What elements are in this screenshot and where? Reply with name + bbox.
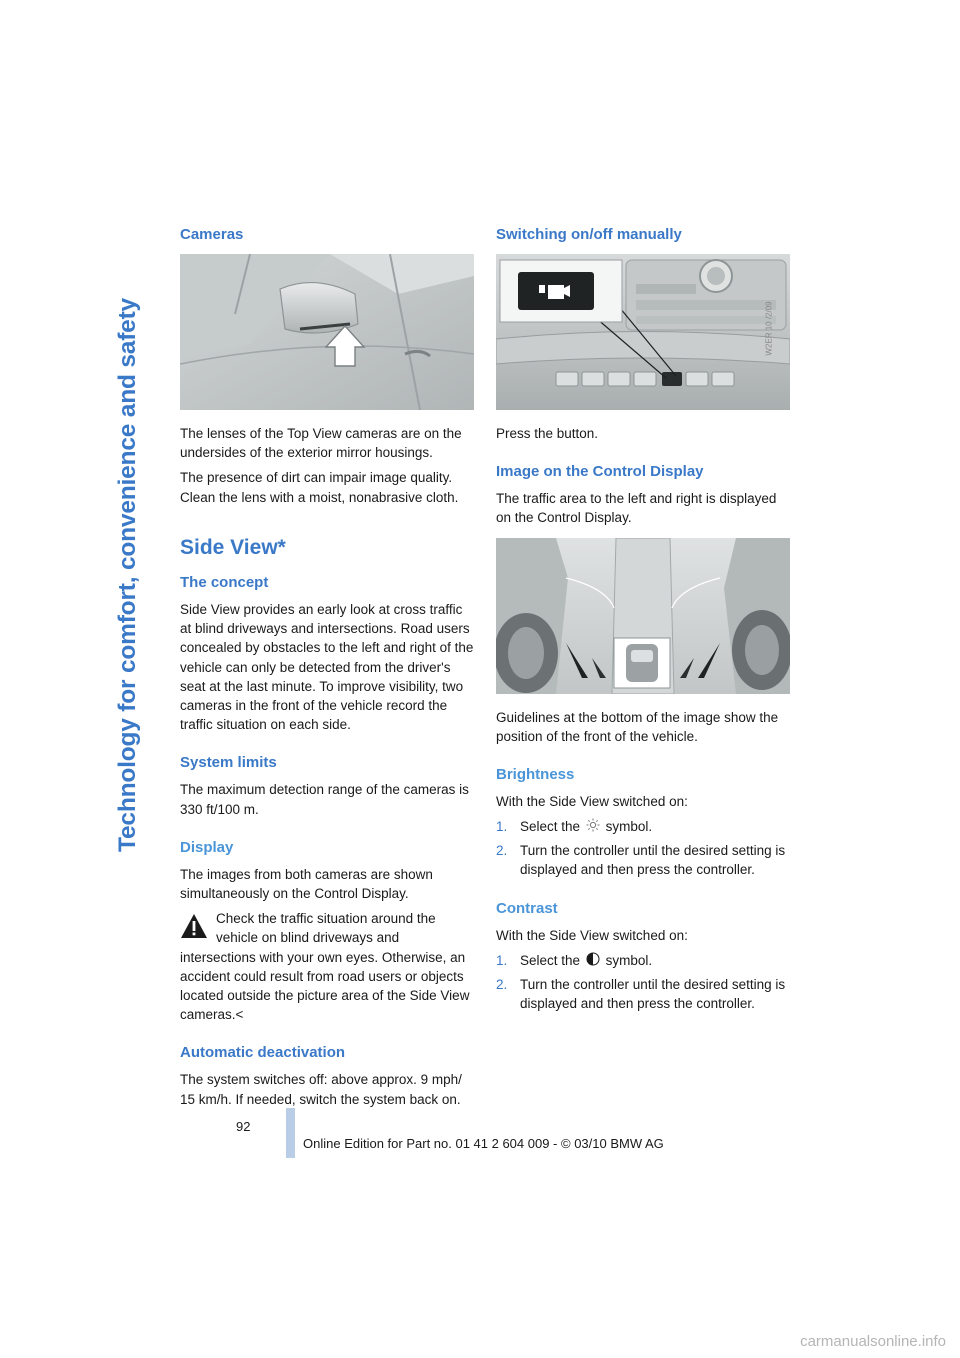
brightness-step-1 [496, 817, 790, 837]
concept-heading: The concept [180, 574, 269, 591]
system-limits-heading: System limits [180, 754, 277, 772]
page-number: 92 [236, 1119, 251, 1134]
cameras-heading: Cameras [180, 226, 244, 243]
contrast-heading: Contrast [496, 899, 558, 917]
brightness-sun-icon [586, 818, 600, 837]
cameras-paragraph-2: The presence of dirt can impair image quality. Clean the lens with a moist, nonabrasive cloth. [180, 470, 459, 505]
display-heading: Display [180, 838, 234, 856]
figure-code: W2ER 10 /2/09 [764, 301, 774, 356]
step-text-before: Select the [520, 819, 581, 835]
control-display-illustration [496, 538, 790, 694]
step-number: 1. [496, 819, 508, 835]
left-column [180, 226, 474, 1115]
brightness-steps [496, 817, 790, 879]
step-text-after: symbol. [605, 952, 653, 968]
switching-paragraph: Press the button. [496, 426, 599, 441]
contrast-intro: With the Side View switched on: [496, 927, 688, 943]
image-control-display-paragraph-1: The traffic area to the left and right is displayed on the Control Display. [496, 491, 777, 526]
side-chapter-title-text: Technology for comfort, convenience and safety [114, 298, 141, 852]
warning-block [180, 909, 474, 1024]
brightness-intro: With the Side View switched on: [496, 794, 688, 810]
automatic-deactivation-paragraph: The system switches off: above approx. 9 mph/ 15 km/h. If needed, switch the system back on. [180, 1072, 462, 1107]
brightness-heading: Brightness [496, 766, 575, 784]
switching-heading: Switching on/off manually [496, 226, 682, 243]
edition-notice: Online Edition for Part no. 01 41 2 604 009 - © 03/10 BMW AG [303, 1136, 664, 1151]
step-number: 2. [496, 843, 508, 859]
cameras-paragraph-1: The lenses of the Top View cameras are on the undersides of the exterior mirror housings. [180, 426, 462, 461]
console-button-svg [496, 254, 790, 410]
mirror-camera-illustration [180, 254, 474, 410]
concept-paragraph: Side View provides an early look at cross traffic at blind driveways and intersections. Road users concealed by obstacles to the left and right of the vehicle can only be detected from the driver's seat at the last minute. To improve visibility, two cameras in the front of the vehicle record the traffic situation on each side. [180, 602, 474, 733]
side-chapter-title [98, 230, 158, 920]
image-control-display-heading: Image on the Control Display [496, 463, 704, 481]
display-paragraph: The images from both cameras are shown simultaneously on the Control Display. [180, 866, 433, 902]
image-control-display-paragraph-2: Guidelines at the bottom of the image show the position of the front of the vehicle. [496, 709, 779, 744]
contrast-steps [496, 951, 790, 1013]
watermark: carmanualsonline.info [800, 1333, 946, 1350]
contrast-half-circle-icon [586, 952, 600, 971]
right-column [496, 226, 790, 1019]
control-display-svg [496, 538, 790, 694]
step-text: Turn the controller until the desired setting is displayed and then press the controller. [520, 976, 786, 1012]
warning-paragraph [180, 909, 474, 1024]
section-end-mark: < [235, 1007, 244, 1023]
step-text: Turn the controller until the desired setting is displayed and then press the controller. [520, 843, 786, 878]
step-number: 2. [496, 976, 508, 992]
step-number: 1. [496, 952, 508, 968]
step-text-before: Select the [520, 952, 581, 968]
mirror-camera-svg [180, 254, 474, 410]
side-view-button-illustration [496, 254, 790, 410]
step-text-after: symbol. [605, 819, 653, 835]
side-view-heading: Side View* [180, 535, 286, 559]
warning-triangle-icon [180, 913, 208, 944]
contrast-step-1 [496, 951, 790, 971]
system-limits-paragraph: The maximum detection range of the cameras is 330 ft/100 m. [180, 782, 469, 817]
warning-text: Check the traffic situation around the vehicle on blind driveways and intersections with your own eyes. Otherwise, an accident could result from road users or objects located outside the picture area of the Side View cameras. [180, 911, 470, 1023]
contrast-step-2 [496, 975, 790, 1013]
footer-bar [286, 1108, 295, 1158]
automatic-deactivation-heading: Automatic deactivation [180, 1044, 346, 1062]
brightness-step-2 [496, 841, 790, 879]
